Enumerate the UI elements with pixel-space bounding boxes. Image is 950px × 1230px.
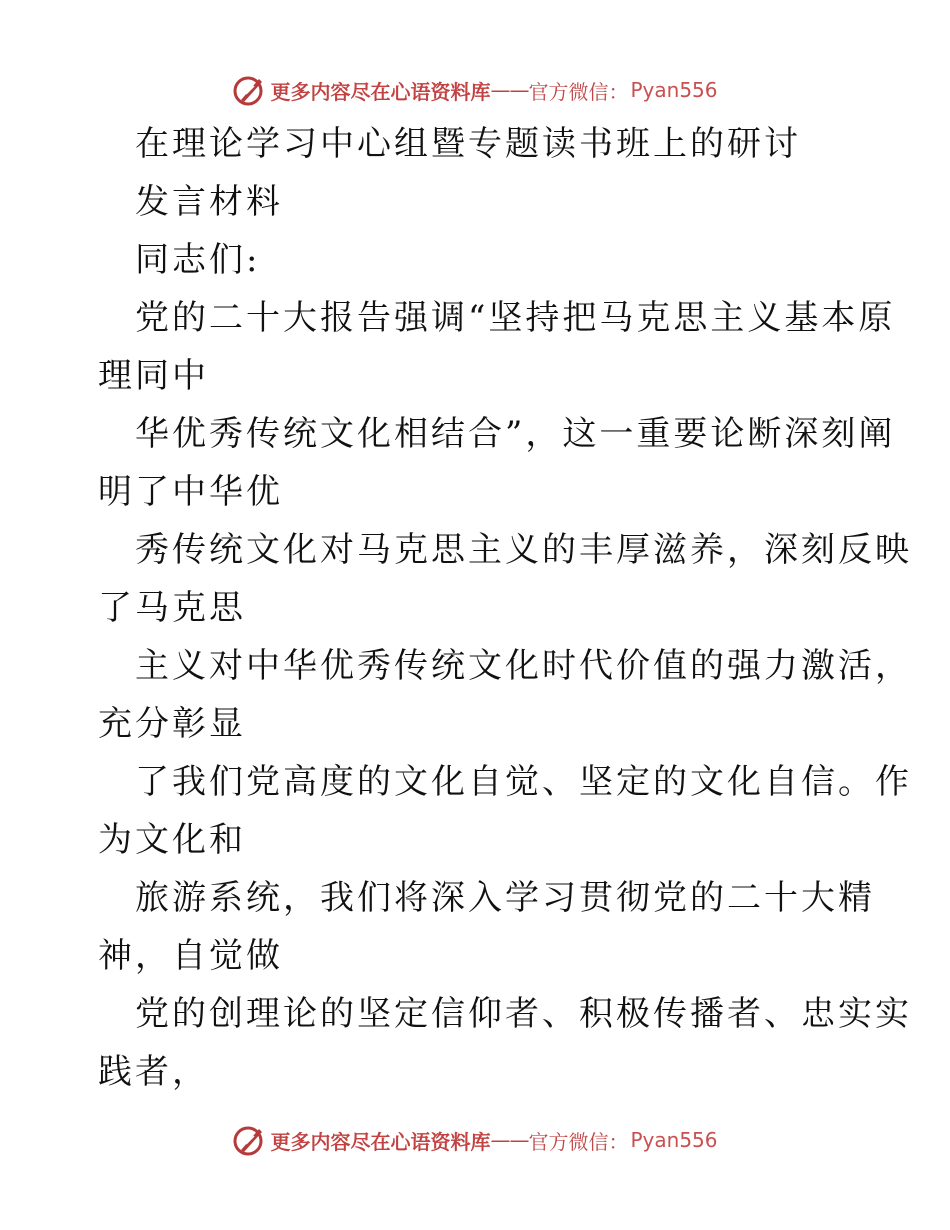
header-watermark — [0, 70, 950, 110]
paragraph-line: 理同中 — [98, 356, 209, 396]
paragraph-line: 了我们党高度的文化自觉、坚定的文化自信。作 — [135, 762, 912, 802]
watermark-text: 更多内容尽在心语资料库 — [270, 79, 491, 104]
watermark-separator: —— — [490, 78, 529, 102]
paragraph-line: 党的二十大报告强调“坚持把马克思主义基本原 — [135, 298, 896, 338]
watermark-separator: —— — [490, 1128, 529, 1152]
title-line-1: 在理论学习中心组暨专题读书班上的研讨 — [135, 124, 801, 164]
paragraph-line: 充分彰显 — [98, 704, 246, 744]
watermark-label: 官方微信： — [528, 1129, 629, 1154]
paragraph-line: 践者， — [98, 1052, 209, 1092]
watermark-label: 官方微信： — [528, 79, 629, 104]
paragraph-line: 神，自觉做 — [98, 936, 283, 976]
paragraph-line: 了马克思 — [98, 588, 246, 628]
paragraph-line: 秀传统文化对马克思主义的丰厚滋养，深刻反映 — [135, 530, 912, 570]
paragraph-line: 党的创理论的坚定信仰者、积极传播者、忠实实 — [135, 994, 912, 1034]
quill-logo-icon — [232, 1123, 266, 1157]
watermark-wechat-id: Pyan556 — [630, 1128, 718, 1152]
watermark-wechat-id: Pyan556 — [630, 78, 718, 102]
watermark-text: 更多内容尽在心语资料库 — [270, 1129, 491, 1154]
title-line-2: 发言材料 — [135, 182, 283, 222]
salutation: 同志们: — [135, 240, 261, 280]
paragraph-line: 主义对中华优秀传统文化时代价值的强力激活， — [135, 646, 912, 686]
paragraph-line: 明了中华优 — [98, 472, 283, 512]
paragraph-line: 旅游系统，我们将深入学习贯彻党的二十大精 — [135, 878, 875, 918]
quill-logo-icon — [232, 73, 266, 107]
footer-watermark — [0, 1120, 950, 1160]
paragraph-line: 华优秀传统文化相结合”，这一重要论断深刻阐 — [135, 414, 896, 454]
paragraph-line: 为文化和 — [98, 820, 246, 860]
